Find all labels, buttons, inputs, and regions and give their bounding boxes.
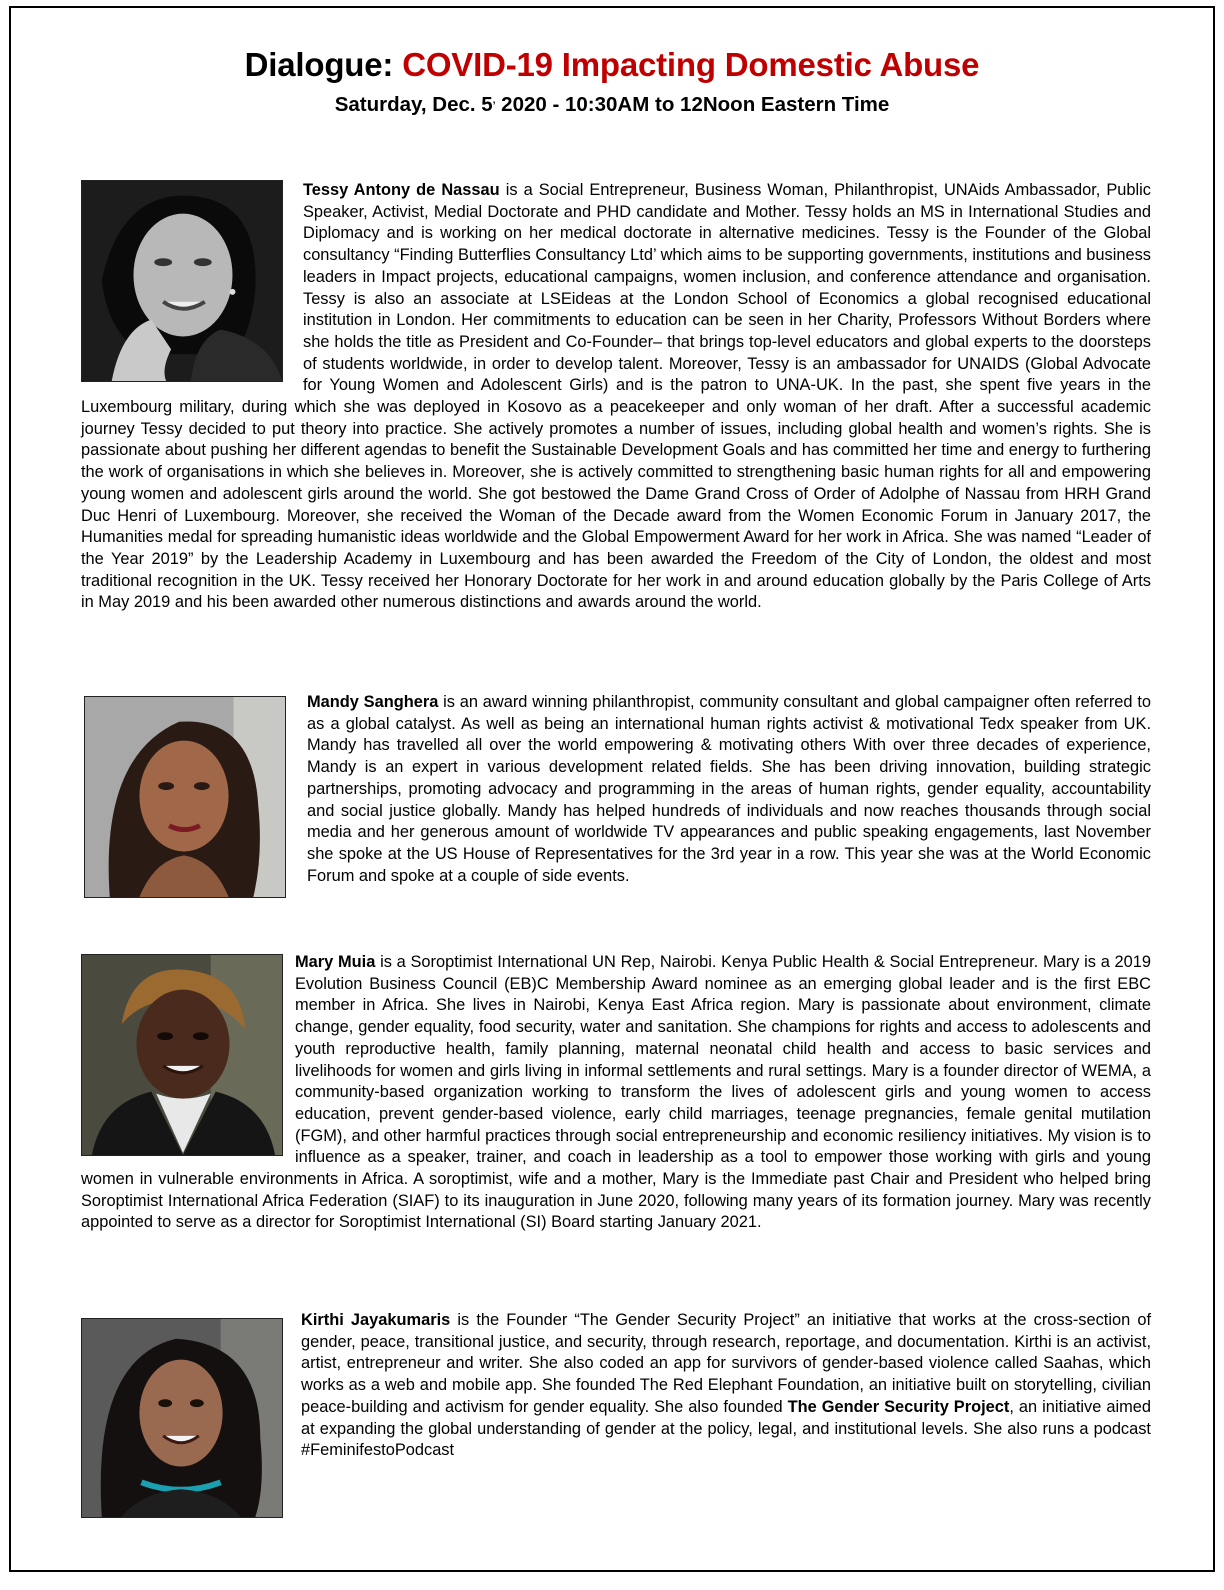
speaker-bio-mary	[81, 952, 1151, 1234]
event-date-time	[11, 93, 1213, 117]
speaker-name: Mandy Sanghera	[307, 693, 439, 711]
speaker-bio-text: is an award winning philanthropist, community consultant and global campaigner often referred to as a global catalyst. As well as being an international human rights activist & motivational Tedx speaker from UK. Mandy has travelled all over the world empowering & motivating others With over three decades of experience, Mandy is an expert in various development related fields. She has been driving innovation, building strategic partnerships, promoting advocacy and programming in the areas of human rights, gender equality, accountability and social justice globally. Mandy has helped hundreds of individuals and now reaches thousands through social media and her generous amount of worldwide TV appearances and public speaking engagements, last November she spoke at the US House of Representatives for the 3rd year in a row. This year she was at the World Economic Forum and spoke at a couple of side events.	[307, 693, 1151, 885]
title-accent: COVID-19 Impacting Domestic Abuse	[402, 46, 980, 83]
speaker-bio-kirthi	[81, 1310, 1151, 1524]
speaker-bio-text: is a Social Entrepreneur, Business Woman, Philanthropist, UNAids Ambassador, Public Speaker, Activist, Medial Doctorate and PHD candidate and Mother. Tessy holds an MS in International Studies and Diplomacy and is working on her medical doctorate in alternative medicines. Tessy is the Founder of the Global consultancy “Finding Butterflies Consultancy Ltd’ which aims to be supporting governments, institutions and business leaders in Impact projects, educational campaigns, women inclusion, and conference attendance and organisation. Tessy is also an associate at LSEideas at the London School of Economics a global recognised educational institution in London. Her commitments to education can be seen in her Charity, Professors Without Borders where she holds the title as President and Co-Founder– that brings top-level educators and global experts to the doorsteps of students worldwide, in order to develop talent. Moreover, Tessy is an ambassador for UNAIDS (Global Advocate for Young Women and Adolescent Girls) and is the patron to UNA-UK. In the past, she spent five years in the Luxembourg military, during which she was deployed in Kosovo as a peacekeeper and only woman of her draft. After a successful academic journey Tessy decided to put theory into practice. She actively promotes a number of issues, including global health and women’s rights. She is passionate about pushing her different agendas to benefit the Sustainable Development Goals and has committed her time and energy to furthering the work of organisations in which she believes in. Moreover, she is actively committed to strengthening basic human rights for all and empowering young women and adolescent girls around the world. She got bestowed the Dame Grand Cross of Order of Adolphe of Nassau from HRH Grand Duc Henri of Luxembourg. Moreover, she received the Woman of the Decade award from the Women Economic Forum in January 2017, the Humanities medal for spreading humanistic ideas worldwide and the Global Empowerment Award for her work in Africa. She was named “Leader of the Year 2019” by the Leadership Academy in Luxembourg and has been awarded the Freedom of the City of London, the oldest and most traditional recognition in the UK. Tessy received her Honorary Doctorate for her work in and around education globally by the Paris College of Arts in May 2019 and his been awarded other numerous distinctions and awards around the world.	[81, 181, 1151, 612]
speaker-bio-text: is the Founder “The Gender Security Project” an initiative that works at the cross-section of gender, peace, transitional justice, and security, through research, reportage, and documentation. Kirthi is an activist, artist, entrepreneur and writer. She also coded an app for survivors of gender-based violence called Saahas, which works as a web and mobile app. She founded The Red Elephant Foundation, an initiative built on storytelling, civilian peace-building and activism for gender equality. She also founded	[301, 1311, 1151, 1416]
document-page	[9, 6, 1215, 1572]
subtitle-date: Saturday, Dec. 5	[334, 93, 493, 116]
subtitle-time: 2020 - 10:30AM to 12Noon Eastern Time	[495, 93, 890, 116]
speaker-photo-tessy	[81, 180, 283, 382]
speaker-bio-text: is a Soroptimist International UN Rep, Nairobi. Kenya Public Health & Social Entrepreneur. Mary is a 2019 Evolution Business Council (EB)C Membership Award nominee as an emerging global leader and is the first EBC member in Africa. She lives in Nairobi, Kenya East Africa region. Mary is passionate about environment, climate change, gender equality, food security, water and sanitation. She champions for rights and access to adolescents and youth reproductive health, family planning, maternal neonatal child health and access to basic services and livelihoods for women and girls living in informal settlements and rural settings. Mary is a founder director of WEMA, a community-based organization working to transform the lives of adolescent girls and young women to access education, prevent gender-based violence, early child marriages, teenage pregnancies, female genital mutilation (FGM), and other harmful practices through social entrepreneurship and economic resiliency initiatives. My vision is to influence as a speaker, trainer, and coach in leadership as a tool to empower those working with girls and young women in vulnerable environments in Africa. A soroptimist, wife and a mother, Mary is the Immediate past Chair and President who helped bring Soroptimist International Africa Federation (SIAF) to its inauguration in June 2020, following many years of its formation journey. Mary was recently appointed to serve as a director for Soroptimist International (SI) Board starting January 2021.	[81, 953, 1152, 1232]
speaker-bio-mandy	[81, 692, 1151, 904]
speaker-photo-mandy	[84, 696, 286, 898]
page-title	[11, 46, 1213, 84]
speaker-name: Kirthi Jayakumaris	[301, 1311, 451, 1329]
speaker-bio-text-end: , an initiative aimed at expanding the global understanding of gender at the policy, legal, and institutional levels. She also runs a podcast #FeminifestoPodcast	[301, 1397, 1152, 1460]
speaker-name: Tessy Antony de Nassau	[303, 181, 500, 199]
speaker-name: Mary Muia	[295, 953, 376, 971]
speaker-bio-tessy	[81, 180, 1151, 614]
subtitle-sup: ,	[492, 95, 496, 107]
speaker-photo-kirthi	[81, 1318, 283, 1518]
title-prefix: Dialogue:	[244, 46, 403, 83]
gender-security-project-mention: The Gender Security Project	[787, 1397, 1010, 1416]
speaker-photo-mary	[81, 954, 283, 1156]
